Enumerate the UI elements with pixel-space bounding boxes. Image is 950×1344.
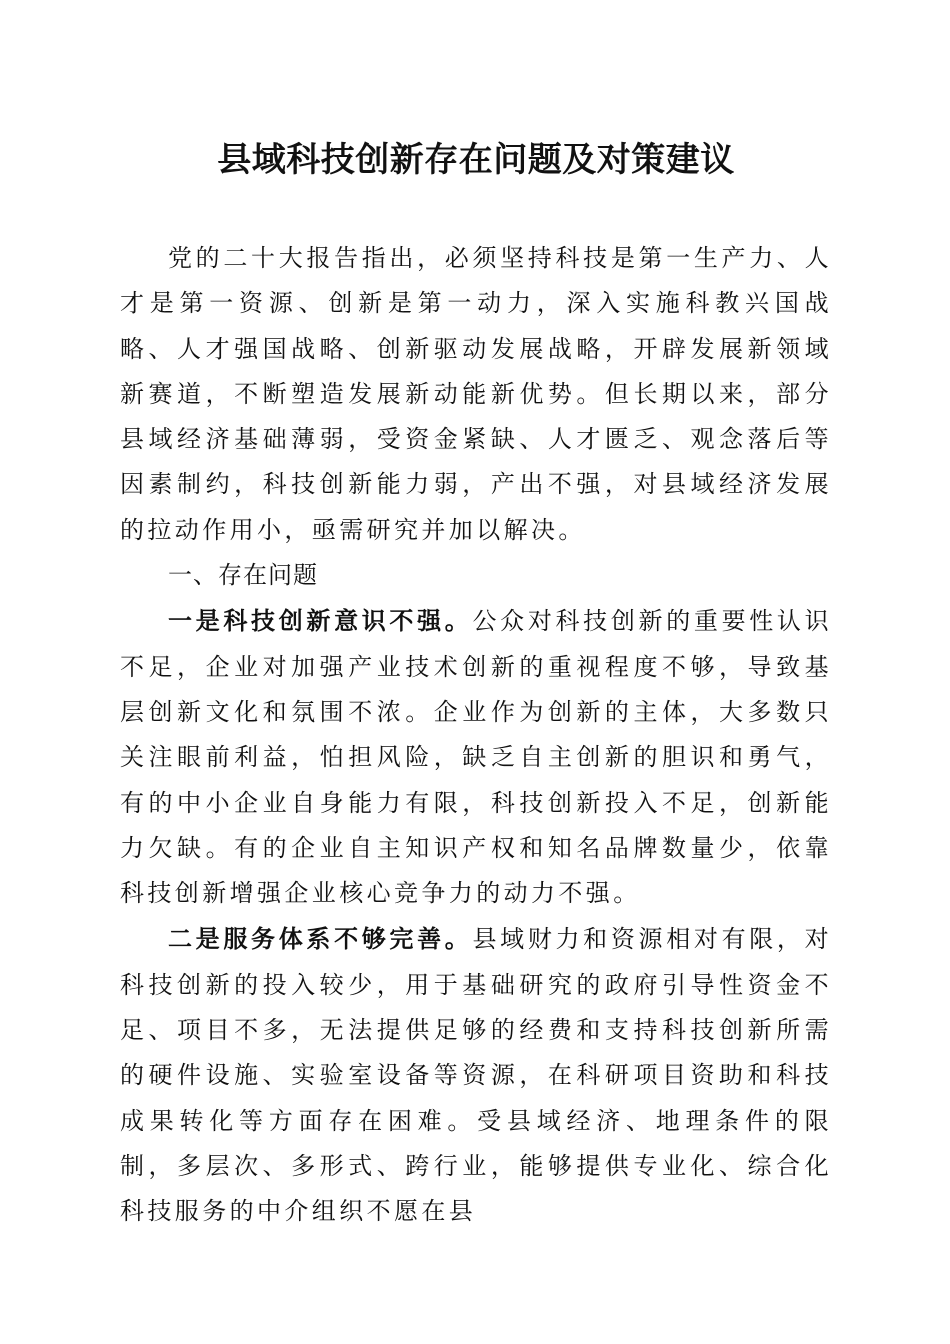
problem-point-2 (120, 916, 832, 1234)
problem-point-1-lead: 一是科技创新意识不强。 (168, 606, 473, 636)
problem-point-2-lead: 二是服务体系不够完善。 (168, 924, 473, 954)
document-title: 县域科技创新存在问题及对策建议 (217, 140, 735, 180)
problem-point-2-body: 县域财力和资源相对有限，对科技创新的投入较少，用于基础研究的政府引导性资金不足、项目不多，无法提供足够的经费和支持科技创新所需的硬件设施、实验室设备等资源，在科研项目资助和科技成果转化等方面存在困难。受县域经济、地理条件的限制，多层次、多形式、跨行业，能够提供专业化、综合化科技服务的中介组织不愿在县 (120, 925, 833, 1226)
section-heading-problems: 一、存在问题 (168, 561, 318, 590)
problem-point-1-body: 公众对科技创新的重要性认识不足，企业对加强产业技术创新的重视程度不够，导致基层创新文化和氛围不浓。企业作为创新的主体，大多数只关注眼前利益，怕担风险，缺乏自主创新的胆识和勇气，有的中小企业自身能力有限，科技创新投入不足，创新能力欠缺。有的企业自主知识产权和知名品牌数量少，依靠科技创新增强企业核心竞争力的动力不强。 (120, 607, 833, 908)
intro-paragraph: 党的二十大报告指出，必须坚持科技是第一生产力、人才是第一资源、创新是第一动力，深入实施科教兴国战略、人才强国战略、创新驱动发展战略，开辟发展新领域新赛道，不断塑造发展新动能新优势。但长期以来，部分县域经济基础薄弱，受资金紧缺、人才匮乏、观念落后等因素制约，科技创新能力弱，产出不强，对县域经济发展的拉动作用小，亟需研究并加以解决。 (120, 244, 832, 544)
problem-point-1 (120, 598, 832, 916)
document-body (120, 236, 832, 1235)
